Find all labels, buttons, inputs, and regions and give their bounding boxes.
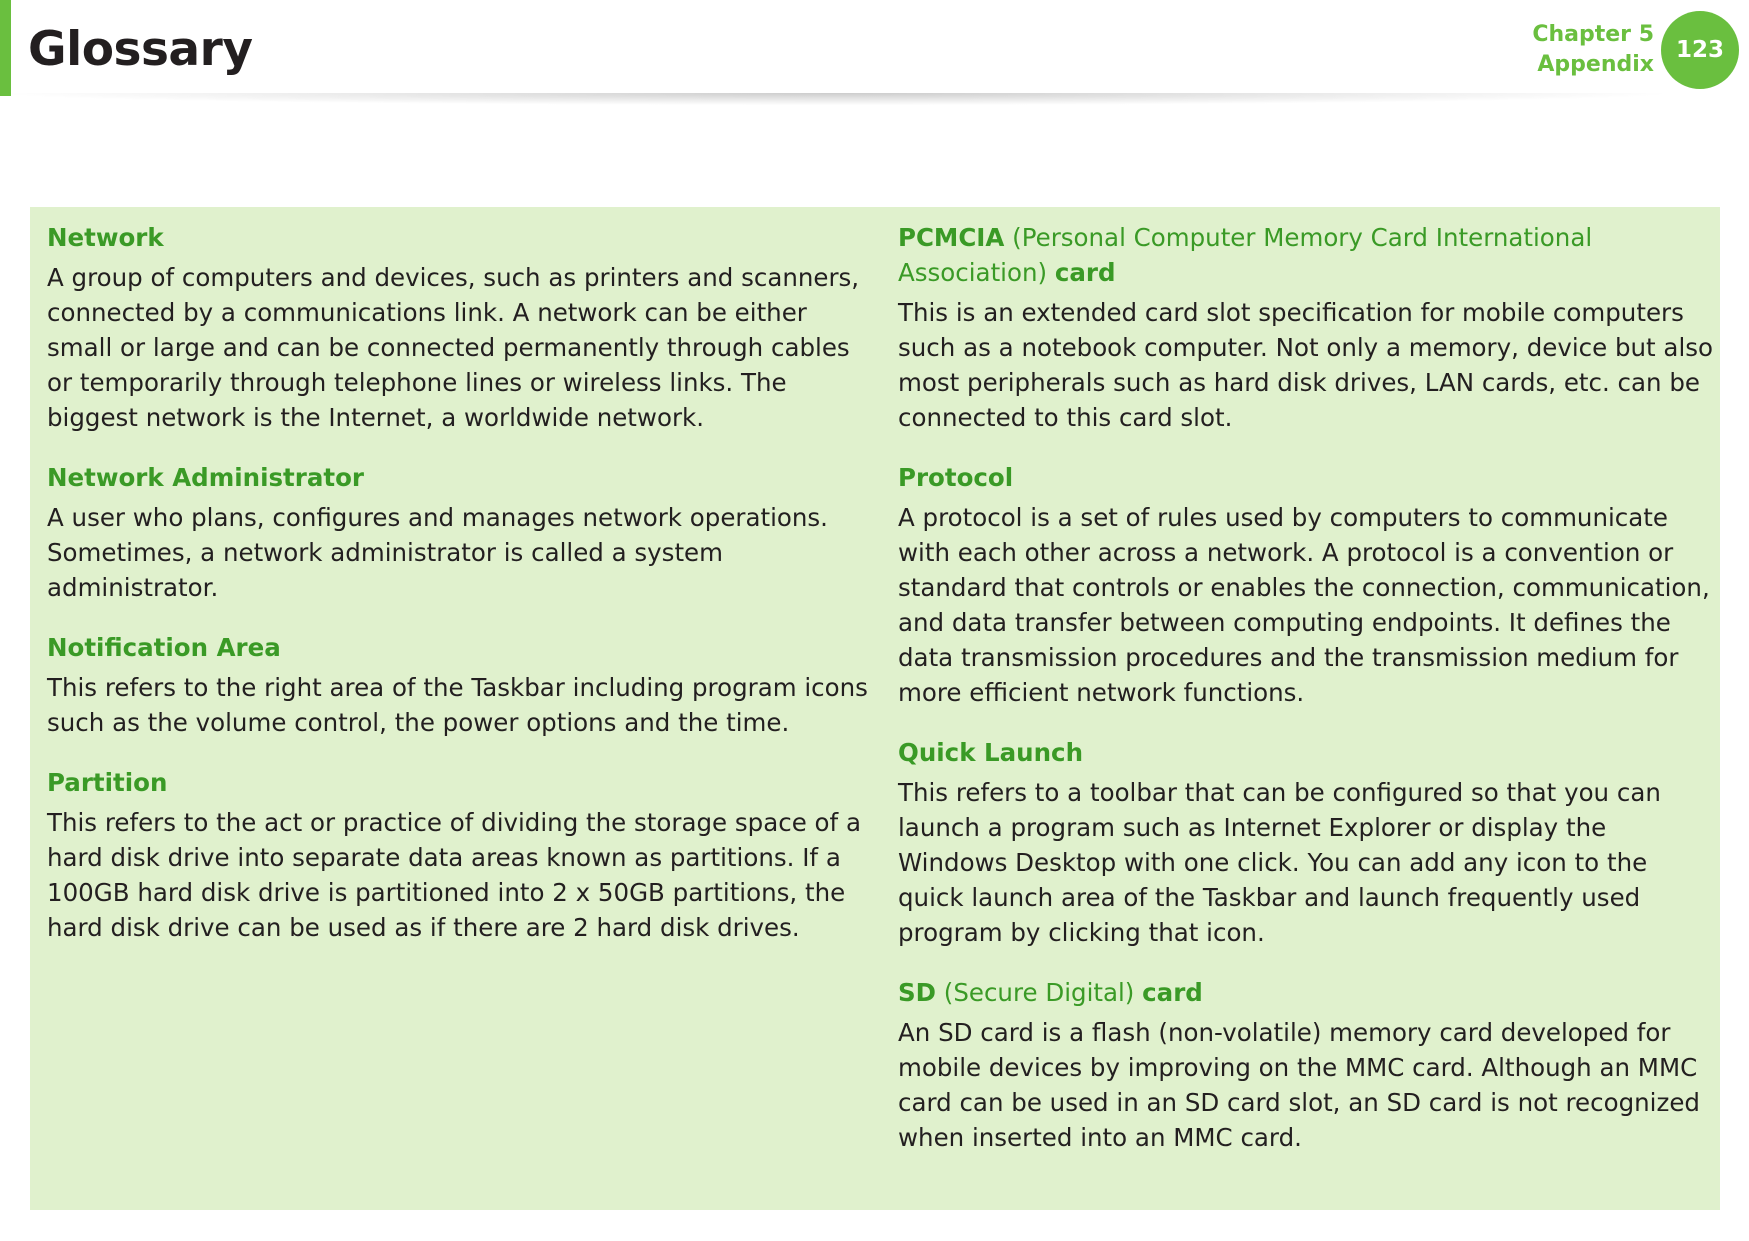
glossary-term: Partition [47,768,168,797]
glossary-definition: This refers to a toolbar that can be configured so that you can launch a program such as Internet Explorer or display the Windows Desktop with one click. You can add any icon to the quick launch area of the Taskbar and launch frequently used program by clicking that icon. [898,778,1661,947]
chapter-section: Appendix [1537,52,1654,77]
glossary-term: Network [47,223,164,252]
term-abbreviation: PCMCIA [898,223,1005,252]
header-accent-bar [0,0,11,96]
glossary-column-right [898,220,1713,1180]
glossary-entry-pcmcia [898,220,1713,435]
term-suffix: card [1142,978,1203,1007]
term-expansion: (Secure Digital) [935,978,1143,1007]
glossary-entry-quick-launch [898,735,1713,950]
glossary-definition: A group of computers and devices, such as printers and scanners, connected by a communications link. A network can be either small or large and can be connected permanently through cables or temporarily through telephone lines or wireless links. The biggest network is the Internet, a worldwide network. [47,263,860,432]
term-expansion: (Personal Computer Memory Card International Association) [898,223,1593,287]
glossary-term: Protocol [898,463,1014,492]
chapter-label [1532,20,1654,80]
glossary-definition: This refers to the right area of the Taskbar including program icons such as the volume control, the power options and the time. [47,673,868,737]
glossary-definition: This refers to the act or practice of dividing the storage space of a hard disk drive into separate data areas known as partitions. If a 100GB hard disk drive is partitioned into 2 x 50GB partitions, the hard disk drive can be used as if there are 2 hard disk drives. [47,808,861,942]
glossary-definition: A protocol is a set of rules used by computers to communicate with each other across a network. A protocol is a convention or standard that controls or enables the connection, communication, and data transfer between computing endpoints. It defines the data transmission procedures and the transmission medium for more efficient network functions. [898,503,1710,707]
glossary-panel [30,207,1720,1210]
glossary-term: Notification Area [47,633,281,662]
term-abbreviation: SD [898,978,936,1007]
glossary-entry-notification-area [47,630,877,740]
glossary-definition: A user who plans, configures and manages network operations. Sometimes, a network administrator is called a system administrator. [47,503,828,602]
chapter-number: Chapter 5 [1532,22,1654,47]
glossary-term: Quick Launch [898,738,1084,767]
glossary-column-left [47,220,877,970]
glossary-term: Network Administrator [47,463,365,492]
glossary-entry-partition [47,765,877,945]
glossary-term [898,975,1713,1010]
glossary-term [898,220,1713,290]
page-title: Glossary [28,22,253,77]
glossary-entry-sd-card [898,975,1713,1155]
glossary-entry-protocol [898,460,1713,710]
glossary-definition: This is an extended card slot specification for mobile computers such as a notebook computer. Not only a memory, device but also most peripherals such as hard disk drives, LAN cards, etc. can be connected to this card slot. [898,298,1714,432]
glossary-entry-network [47,220,877,435]
term-suffix: card [1054,258,1116,287]
glossary-definition: An SD card is a flash (non-volatile) memory card developed for mobile devices by improving on the MMC card. Although an MMC card can be used in an SD card slot, an SD card is not recognized when inserted into an MMC card. [898,1018,1700,1152]
glossary-entry-network-administrator [47,460,877,605]
header-divider [12,93,1662,105]
page-number-badge: 123 [1661,11,1739,89]
